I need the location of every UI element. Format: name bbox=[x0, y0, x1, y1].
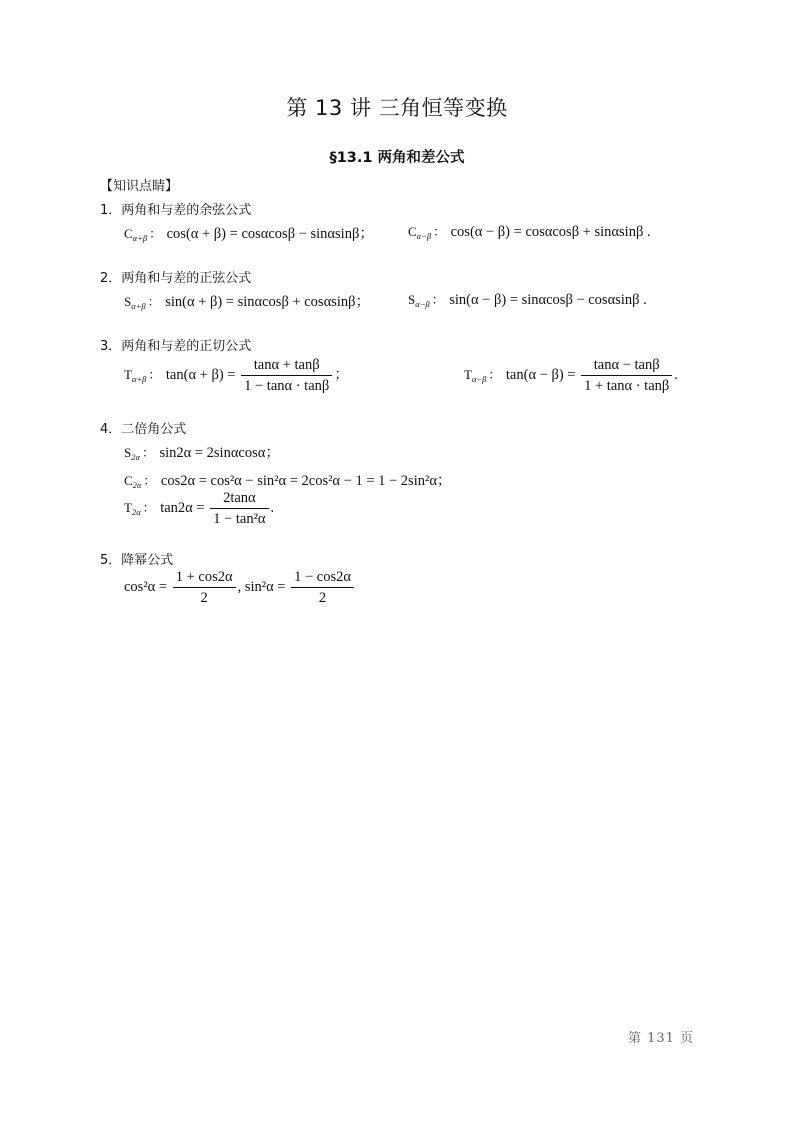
formula-tan-sum: $T_{\alpha+\beta}$ ： tan(α + β) = $\frac{\tan\alpha + \tan\beta}{1 - \tan\alpha \cdot \tan\beta}$ ； bbox=[124, 357, 349, 394]
heading-sine: 2．两角和与差的正弦公式 bbox=[100, 271, 252, 286]
label-c-sum: $C_{\alpha+\beta}$ bbox=[124, 226, 148, 243]
formula-cos-sum: $C_{\alpha+\beta}$ ： cos(α + β) = cosαcosβ − sinαsinβ； bbox=[124, 226, 374, 243]
formula-sin-sum: $S_{\alpha+\beta}$ ： sin(α + β) = sinαcosβ + cosαsinβ； bbox=[124, 294, 370, 311]
formula-cos2: $C_{2\alpha}$ ： cos2α = cos²α − sin²α = 2cos²α − 1 = 1 − 2sin²α； bbox=[124, 473, 452, 490]
label-t2: $T_{2\alpha}$ bbox=[124, 499, 141, 517]
formula-tan2: $T_{2\alpha}$ ： tan2α = $\frac{2\tan\alpha}{\text{1 − tan²α}}$ . bbox=[124, 490, 275, 527]
fraction-reduce-sin: $\frac{1 - \cos 2\alpha}{2}$ bbox=[291, 569, 354, 606]
fraction-tan-sum: $\frac{\tan\alpha + \tan\beta}{1 - \tan\alpha \cdot \tan\beta}$ bbox=[241, 357, 332, 394]
page-title: 第 13 讲 三角恒等变换 bbox=[286, 96, 508, 120]
section-title: §13.1 两角和差公式 bbox=[329, 150, 465, 166]
label-c2: $C_{2\alpha}$ bbox=[124, 473, 142, 490]
heading-power-reduction: 5．降幂公式 bbox=[100, 553, 174, 568]
label-t-sum: $T_{\alpha+\beta}$ bbox=[124, 366, 147, 384]
page-number: 第 131 页 bbox=[628, 1031, 695, 1046]
label-s-diff: $S_{\alpha-\beta}$ bbox=[408, 292, 430, 309]
formula-cos-diff: $C_{\alpha-\beta}$ ： cos(α − β) = cosαcosβ + sinαsinβ . bbox=[408, 224, 651, 241]
heading-tangent: 3．两角和与差的正切公式 bbox=[100, 339, 252, 354]
fraction-reduce-cos: $\frac{1 + \cos 2\alpha}{2}$ bbox=[173, 569, 236, 606]
fraction-tan2: $\frac{2\tan\alpha}{\text{1 − tan²α}}$ bbox=[210, 490, 268, 527]
label-t-diff: $T_{\alpha-\beta}$ bbox=[464, 366, 487, 384]
formula-sin-diff: $S_{\alpha-\beta}$ ： sin(α − β) = sinαcosβ − cosαsinβ . bbox=[408, 292, 647, 309]
formula-sin2: $S_{2\alpha}$ ： sin2α = 2sinαcosα； bbox=[124, 445, 280, 462]
heading-cosine: 1．两角和与差的余弦公式 bbox=[100, 203, 252, 218]
knowledge-label: 【知识点睛】 bbox=[100, 179, 179, 194]
heading-double-angle: 4．二倍角公式 bbox=[100, 422, 187, 437]
formula-power-reduction: cos²α = $\frac{1 + \cos 2\alpha}{2}$ , sin²α = $\frac{1 - \cos 2\alpha}{2}$ bbox=[124, 569, 356, 606]
formula-tan-diff: $T_{\alpha-\beta}$ ： tan(α − β) = $\frac{\tan\alpha - \tan\beta}{1 + \tan\alpha \cdot \tan\beta}$ . bbox=[464, 357, 678, 394]
label-s2: $S_{2\alpha}$ bbox=[124, 445, 140, 462]
label-c-diff: $C_{\alpha-\beta}$ bbox=[408, 224, 432, 241]
fraction-tan-diff: $\frac{\tan\alpha - \tan\beta}{1 + \tan\alpha \cdot \tan\beta}$ bbox=[581, 357, 672, 394]
label-s-sum: $S_{\alpha+\beta}$ bbox=[124, 294, 146, 311]
